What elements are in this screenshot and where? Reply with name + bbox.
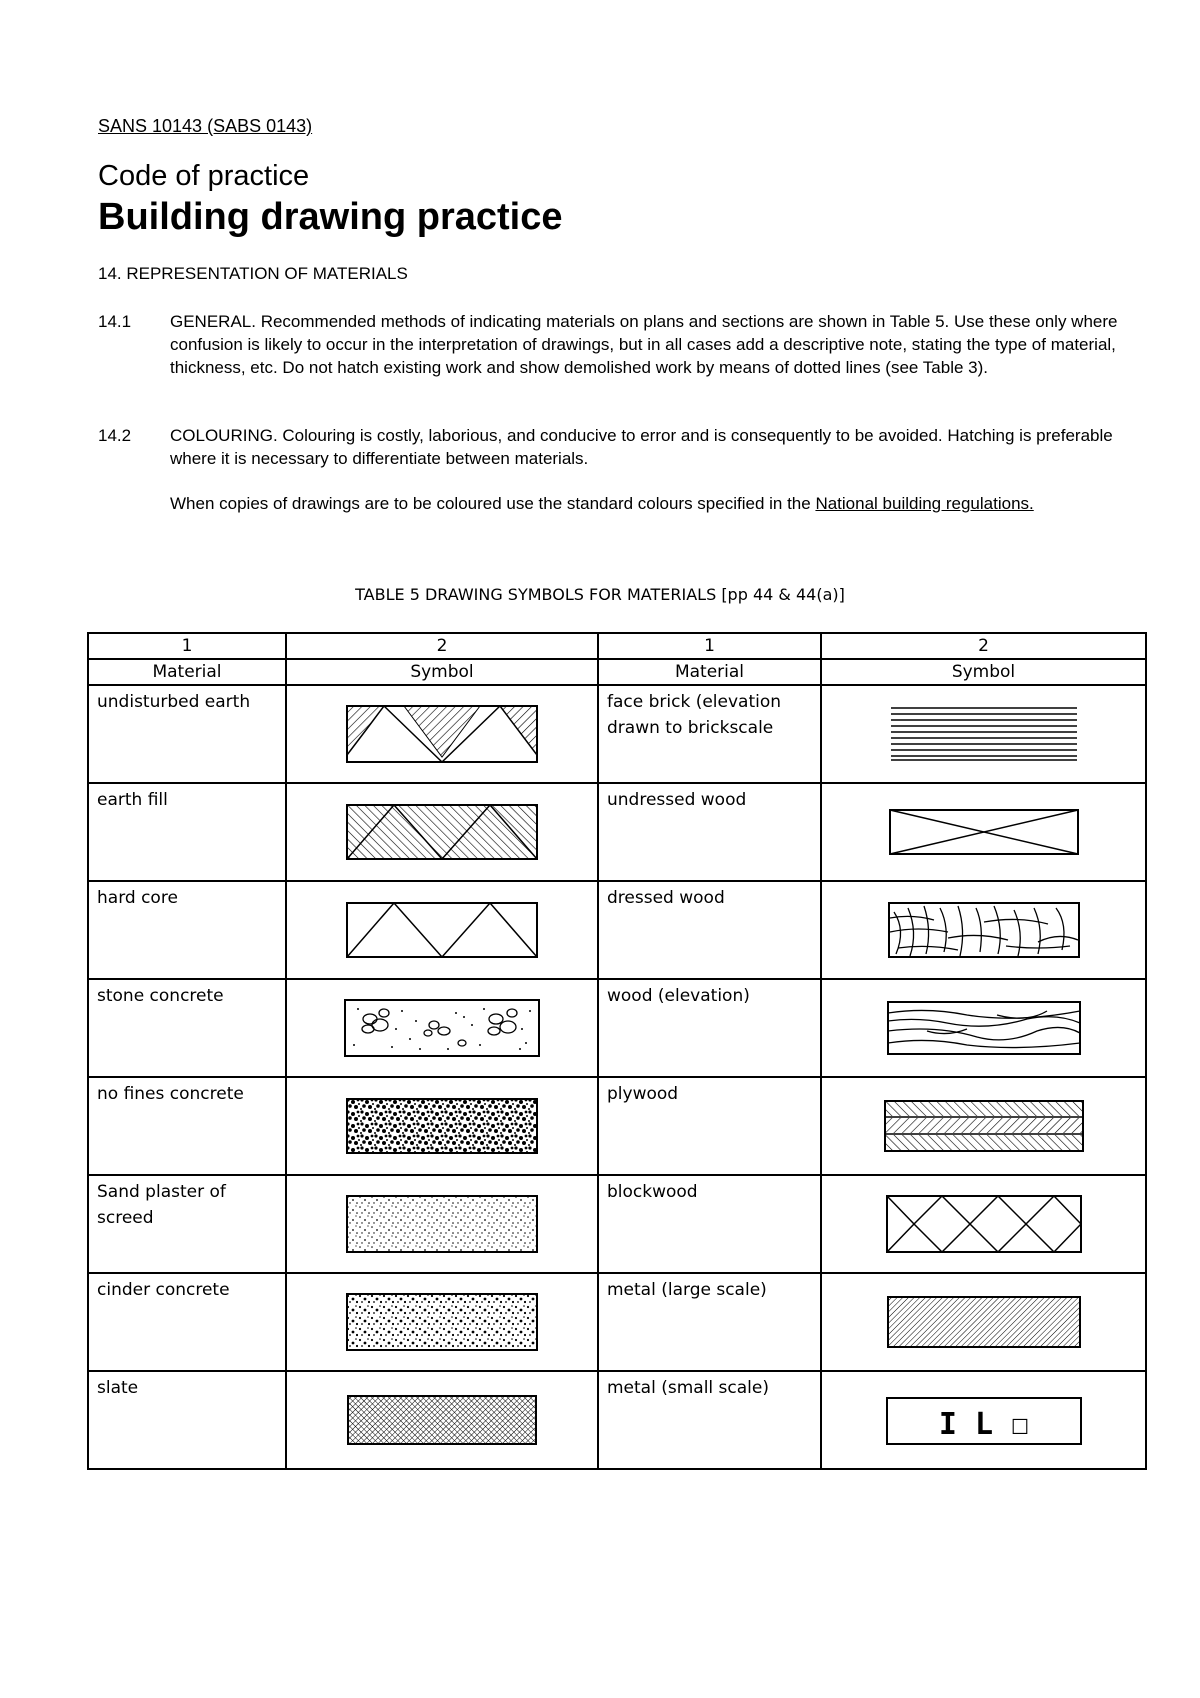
column-number: 2: [821, 633, 1146, 659]
no-fines-concrete-symbol: [346, 1098, 538, 1154]
table-row: [88, 979, 1146, 1077]
material-name: slate: [97, 1378, 139, 1398]
materials-table: [87, 632, 1147, 1470]
material-name: no fines concrete: [97, 1084, 244, 1104]
material-name: face brick (elevation drawn to brickscale: [607, 692, 782, 738]
symbol-cell: [286, 1371, 598, 1469]
symbol-cell: [821, 979, 1146, 1077]
column-number-row: [88, 633, 1146, 659]
symbol-cell: [821, 1175, 1146, 1273]
national-building-regulations-link[interactable]: National building regulations.: [815, 494, 1034, 513]
metal-section-letters: I L ☐: [938, 1407, 1029, 1442]
symbol-cell: [821, 1273, 1146, 1371]
column-header-row: [88, 659, 1146, 685]
symbol-cell: [286, 685, 598, 783]
material-name: wood (elevation): [607, 986, 750, 1006]
symbol-cell: [286, 783, 598, 881]
wood-elevation-symbol: [887, 1001, 1081, 1055]
section-text: GENERAL. Recommended methods of indicating materials on plans and sections are shown in Table 5. Use these only where confusion is likely to occur in the interpretation of drawings, but in all cases add a descriptive note, stating the type of material, thickness, etc. Do not hatch existing work and show demolished work by means of dotted lines (see Table 3).: [170, 312, 1118, 377]
symbol-cell: [821, 881, 1146, 979]
symbol-cell: [286, 979, 598, 1077]
column-header-symbol: Symbol: [821, 659, 1146, 685]
table-row: [88, 1077, 1146, 1175]
material-name: stone concrete: [97, 986, 224, 1006]
material-name: blockwood: [607, 1182, 698, 1202]
plywood-symbol: [884, 1100, 1084, 1152]
table-caption: TABLE 5 DRAWING SYMBOLS FOR MATERIALS [pp 44 & 44(a)]: [355, 585, 845, 604]
colouring-note: [170, 492, 1070, 515]
symbol-cell: [286, 1077, 598, 1175]
symbol-cell: [286, 881, 598, 979]
earth-fill-symbol: [346, 804, 538, 860]
table-row: [88, 1175, 1146, 1273]
column-header-material: Material: [88, 659, 286, 685]
symbol-cell: [821, 783, 1146, 881]
face-brick-symbol: [889, 706, 1079, 762]
column-header-material: Material: [598, 659, 821, 685]
table-row: [88, 1371, 1146, 1469]
hard-core-symbol: [346, 902, 538, 958]
table-row: [88, 783, 1146, 881]
page-title: Building drawing practice: [98, 196, 563, 238]
metal-large-scale-symbol: [887, 1296, 1081, 1348]
cinder-concrete-symbol: [346, 1293, 538, 1351]
section-heading: 14. REPRESENTATION OF MATERIALS: [98, 264, 408, 283]
symbol-cell: [821, 1077, 1146, 1175]
sand-plaster-symbol: [346, 1195, 538, 1253]
material-name: earth fill: [97, 790, 168, 810]
material-name: dressed wood: [607, 888, 725, 908]
undisturbed-earth-symbol: [346, 705, 538, 763]
table-row: [88, 881, 1146, 979]
symbol-cell: [286, 1175, 598, 1273]
column-number: 1: [88, 633, 286, 659]
symbol-cell: [821, 1371, 1146, 1469]
table-row: [88, 685, 1146, 783]
section-number: 14.2: [98, 426, 132, 445]
note-text: When copies of drawings are to be coloured use the standard colours specified in the: [170, 494, 816, 513]
blockwood-symbol: [886, 1195, 1082, 1253]
column-header-symbol: Symbol: [286, 659, 598, 685]
stone-concrete-symbol: [344, 999, 540, 1057]
code-of-practice-label: Code of practice: [98, 160, 310, 192]
material-name: undressed wood: [607, 790, 747, 810]
standard-reference: SANS 10143 (SABS 0143): [98, 116, 313, 136]
material-name: metal (large scale): [607, 1280, 767, 1300]
section-text: COLOURING. Colouring is costly, laborious, and conducive to error and is consequently to be avoided. Hatching is preferable where it is necessary to differentiate between materials.: [170, 426, 1113, 468]
material-name: metal (small scale): [607, 1378, 769, 1398]
symbol-cell: [821, 685, 1146, 783]
section-number: 14.1: [98, 312, 132, 331]
material-name: cinder concrete: [97, 1280, 230, 1300]
dressed-wood-symbol: [888, 902, 1080, 958]
material-name: Sand plaster of screed: [97, 1182, 226, 1228]
material-name: undisturbed earth: [97, 692, 251, 712]
symbol-cell: [286, 1273, 598, 1371]
table-row: [88, 1273, 1146, 1371]
column-number: 2: [286, 633, 598, 659]
slate-symbol: [347, 1395, 537, 1445]
undressed-wood-symbol: [889, 809, 1079, 855]
metal-small-scale-symbol: [886, 1394, 1082, 1446]
material-name: plywood: [607, 1084, 679, 1104]
column-number: 1: [598, 633, 821, 659]
material-name: hard core: [97, 888, 178, 908]
